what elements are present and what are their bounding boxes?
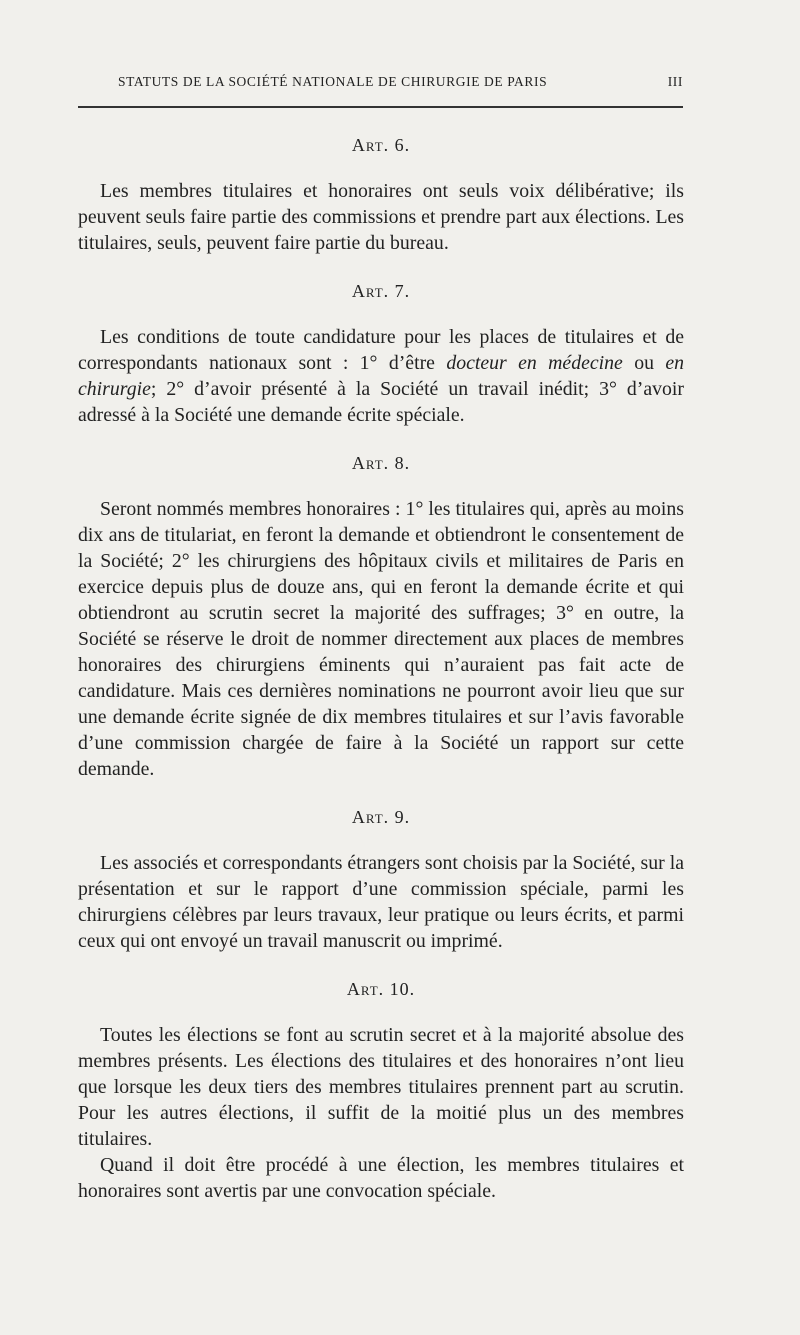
article-list — [78, 132, 684, 1226]
article-10 — [78, 976, 684, 1204]
article-6 — [78, 132, 684, 256]
running-header — [118, 74, 683, 90]
article-paragraph: Seront nommés membres honoraires : 1° les titulaires qui, après au moins dix ans de titulariat, en feront la demande et obtiendront le consentement de la Société; 2° les chirurgiens des hôpitaux civils et militaires de Paris en exercice depuis plus de douze ans, qui en feront la demande écrite et qui obtiendront au scrutin secret la majorité des suffrages; 3° en outre, la Société se réserve le droit de nommer directement aux places de membres honoraires des chirurgiens éminents qui n’auraient pas fait acte de candidature. Mais ces dernières nominations ne pourront avoir lieu que sur une demande écrite signée de dix membres titulaires et sur l’avis favorable d’une commission chargée de faire à la Société un rapport sur cette demande. — [78, 498, 684, 780]
article-title: Art. 9. — [351, 807, 411, 827]
article-paragraph: Quand il doit être procédé à une élection, les membres titulaires et honoraires sont avertis par une convocation spéciale. — [78, 1154, 684, 1202]
running-title: STATUTS DE LA SOCIÉTÉ NATIONALE DE CHIRURGIE DE PARIS — [118, 74, 548, 89]
article-paragraph: Les membres titulaires et honoraires ont seuls voix délibérative; ils peuvent seuls faire partie des commissions et prendre part aux élections. Les titulaires, seuls, peuvent faire partie du bureau. — [78, 180, 684, 254]
article-title: Art. 10. — [346, 979, 416, 999]
article-title: Art. 6. — [351, 135, 411, 155]
article-8 — [78, 450, 684, 782]
page-number: III — [667, 74, 683, 89]
header-rule — [78, 106, 683, 108]
article-9 — [78, 804, 684, 954]
article-title: Art. 8. — [351, 453, 411, 473]
article-paragraph: Toutes les élections se font au scrutin secret et à la majorité absolue des membres présents. Les élections des titulaires et des honoraires n’ont lieu que lorsque les deux tiers des membres titulaires prennent part au scrutin. Pour les autres élections, il suffit de la moitié plus un des membres titulaires. — [78, 1024, 684, 1150]
article-paragraph: Les associés et correspondants étrangers sont choisis par la Société, sur la présentation et sur le rapport d’une commission spéciale, parmi les chirurgiens célèbres par leurs travaux, leur pratique ou leurs écrits, et parmi ceux qui ont envoyé un travail manuscrit ou imprimé. — [78, 852, 684, 952]
article-7 — [78, 278, 684, 428]
article-title: Art. 7. — [351, 281, 411, 301]
article-paragraph: Les conditions de toute candidature pour les places de titulaires et de correspondants nationaux sont : 1° d’être docteur en médecine ou en chirurgie; 2° d’avoir présenté à la Société un travail inédit; 3° d’avoir adressé à la Société une demande écrite spéciale. — [78, 326, 685, 426]
